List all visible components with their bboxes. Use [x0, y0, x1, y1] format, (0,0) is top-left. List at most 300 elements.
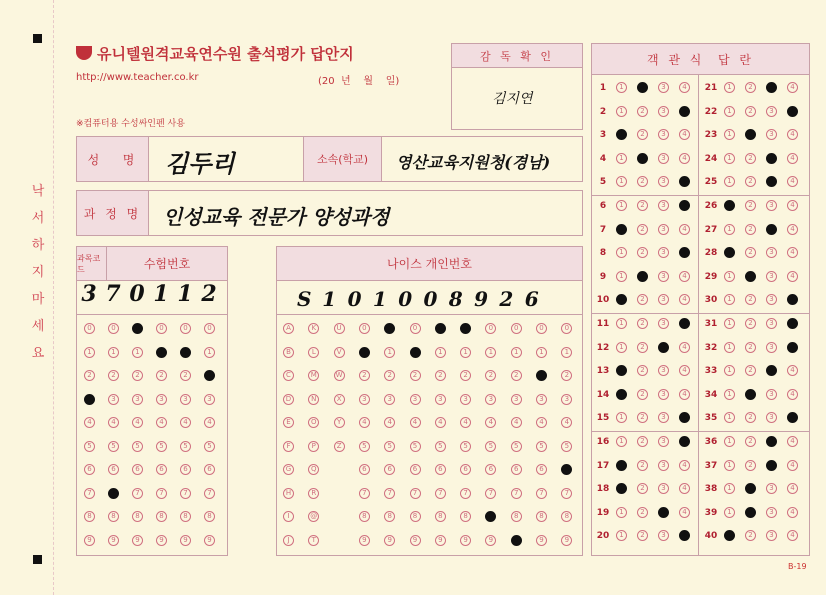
answer-bubble[interactable]: 3	[658, 224, 669, 235]
answer-bubble[interactable]: 3	[658, 82, 669, 93]
answer-bubble[interactable]: 9	[561, 535, 572, 546]
answer-bubble[interactable]: E	[283, 417, 294, 428]
answer-bubble[interactable]: 1	[724, 106, 735, 117]
answer-bubble[interactable]: 4	[511, 417, 522, 428]
answer-bubble[interactable]: 4	[787, 271, 798, 282]
answer-bubble[interactable]: 2	[745, 82, 756, 93]
answer-bubble[interactable]: 3	[658, 507, 669, 518]
answer-bubble[interactable]: 4	[679, 271, 690, 282]
answer-bubble[interactable]: 3	[658, 483, 669, 494]
answer-bubble[interactable]: 4	[108, 417, 119, 428]
answer-bubble[interactable]: 2	[745, 129, 756, 140]
answer-bubble[interactable]: 2	[410, 370, 421, 381]
answer-bubble[interactable]: 3	[84, 394, 95, 405]
answer-bubble[interactable]: 3	[658, 412, 669, 423]
answer-bubble[interactable]: 3	[658, 389, 669, 400]
answer-bubble[interactable]: 9	[536, 535, 547, 546]
answer-bubble[interactable]: 3	[766, 224, 777, 235]
answer-bubble[interactable]: 2	[637, 129, 648, 140]
answer-bubble[interactable]: 2	[108, 370, 119, 381]
answer-bubble[interactable]: 4	[787, 106, 798, 117]
answer-bubble[interactable]: 6	[485, 464, 496, 475]
answer-bubble[interactable]: 2	[511, 370, 522, 381]
answer-bubble[interactable]: 3	[658, 247, 669, 258]
answer-bubble[interactable]: 8	[435, 511, 446, 522]
answer-bubble[interactable]: 8	[180, 511, 191, 522]
answer-bubble[interactable]: 2	[460, 370, 471, 381]
answer-bubble[interactable]: 4	[679, 483, 690, 494]
answer-bubble[interactable]: 2	[637, 342, 648, 353]
answer-bubble[interactable]: 7	[180, 488, 191, 499]
answer-bubble[interactable]: 3	[511, 394, 522, 405]
answer-bubble[interactable]: Y	[334, 417, 345, 428]
course-value[interactable]: 인성교육 전문가 양성과정	[163, 205, 390, 229]
answer-bubble[interactable]: 2	[745, 176, 756, 187]
answer-bubble[interactable]: 1	[616, 483, 627, 494]
answer-bubble[interactable]: 4	[787, 389, 798, 400]
answer-bubble[interactable]: 0	[359, 323, 370, 334]
answer-bubble[interactable]: 2	[745, 483, 756, 494]
answer-bubble[interactable]: 1	[616, 318, 627, 329]
answer-bubble[interactable]: 1	[616, 224, 627, 235]
answer-bubble[interactable]: 4	[384, 417, 395, 428]
answer-bubble[interactable]: 4	[561, 417, 572, 428]
answer-bubble[interactable]: 0	[180, 323, 191, 334]
answer-bubble[interactable]: R	[308, 488, 319, 499]
answer-bubble[interactable]: 3	[410, 394, 421, 405]
answer-bubble[interactable]: 0	[108, 323, 119, 334]
answer-bubble[interactable]: 4	[787, 318, 798, 329]
answer-bubble[interactable]: 1	[616, 247, 627, 258]
answer-bubble[interactable]: 5	[204, 441, 215, 452]
answer-bubble[interactable]: 3	[766, 200, 777, 211]
answer-bubble[interactable]: 9	[511, 535, 522, 546]
answer-bubble[interactable]: 2	[637, 365, 648, 376]
answer-bubble[interactable]: 4	[679, 342, 690, 353]
answer-bubble[interactable]: 9	[132, 535, 143, 546]
answer-bubble[interactable]: 5	[410, 441, 421, 452]
answer-bubble[interactable]: 3	[766, 271, 777, 282]
answer-bubble[interactable]: 0	[561, 323, 572, 334]
answer-bubble[interactable]: 4	[787, 294, 798, 305]
answer-bubble[interactable]: 8	[460, 511, 471, 522]
answer-bubble[interactable]: 4	[787, 82, 798, 93]
answer-bubble[interactable]: 2	[561, 370, 572, 381]
answer-bubble[interactable]: 5	[536, 441, 547, 452]
answer-bubble[interactable]: 4	[679, 82, 690, 93]
answer-bubble[interactable]: 1	[724, 224, 735, 235]
answer-bubble[interactable]: 2	[745, 318, 756, 329]
answer-bubble[interactable]: 9	[460, 535, 471, 546]
answer-bubble[interactable]: 4	[679, 224, 690, 235]
answer-bubble[interactable]: 2	[637, 224, 648, 235]
answer-bubble[interactable]: N	[308, 394, 319, 405]
answer-bubble[interactable]: 2	[745, 460, 756, 471]
answer-bubble[interactable]: 2	[359, 370, 370, 381]
answer-bubble[interactable]: 8	[359, 511, 370, 522]
answer-bubble[interactable]: 1	[435, 347, 446, 358]
answer-bubble[interactable]: 1	[616, 507, 627, 518]
answer-bubble[interactable]: 7	[561, 488, 572, 499]
answer-bubble[interactable]: 4	[84, 417, 95, 428]
answer-bubble[interactable]: 4	[787, 412, 798, 423]
answer-bubble[interactable]: 4	[156, 417, 167, 428]
answer-bubble[interactable]: 1	[204, 347, 215, 358]
answer-bubble[interactable]: X	[334, 394, 345, 405]
answer-bubble[interactable]: 2	[745, 106, 756, 117]
answer-bubble[interactable]: 5	[132, 441, 143, 452]
answer-bubble[interactable]: Z	[334, 441, 345, 452]
answer-bubble[interactable]: 1	[724, 507, 735, 518]
answer-bubble[interactable]: 1	[511, 347, 522, 358]
answer-bubble[interactable]: 4	[787, 176, 798, 187]
answer-bubble[interactable]: 9	[84, 535, 95, 546]
answer-bubble[interactable]: 1	[616, 412, 627, 423]
answer-bubble[interactable]: 1	[616, 129, 627, 140]
answer-bubble[interactable]: 1	[616, 106, 627, 117]
answer-bubble[interactable]: 3	[658, 342, 669, 353]
answer-bubble[interactable]: 3	[766, 483, 777, 494]
answer-bubble[interactable]: 0	[485, 323, 496, 334]
answer-bubble[interactable]: 2	[384, 370, 395, 381]
answer-bubble[interactable]: 3	[658, 530, 669, 541]
answer-bubble[interactable]: 0	[156, 323, 167, 334]
answer-bubble[interactable]: @	[310, 512, 318, 520]
answer-bubble[interactable]: 3	[156, 394, 167, 405]
answer-bubble[interactable]: 4	[679, 176, 690, 187]
answer-bubble[interactable]: 2	[745, 389, 756, 400]
answer-bubble[interactable]: 7	[359, 488, 370, 499]
answer-bubble[interactable]: 2	[485, 370, 496, 381]
answer-bubble[interactable]: C	[283, 370, 294, 381]
answer-bubble[interactable]: 4	[787, 365, 798, 376]
answer-bubble[interactable]: 2	[637, 412, 648, 423]
answer-bubble[interactable]: 2	[637, 153, 648, 164]
answer-bubble[interactable]: 1	[616, 200, 627, 211]
answer-bubble[interactable]: B	[283, 347, 294, 358]
answer-bubble[interactable]: 2	[637, 507, 648, 518]
answer-bubble[interactable]: 1	[616, 82, 627, 93]
answer-bubble[interactable]: Q	[308, 464, 319, 475]
answer-bubble[interactable]: 2	[637, 483, 648, 494]
answer-bubble[interactable]: V	[334, 347, 345, 358]
answer-bubble[interactable]: I	[283, 511, 294, 522]
answer-bubble[interactable]: 1	[724, 412, 735, 423]
answer-bubble[interactable]: 1	[108, 347, 119, 358]
answer-bubble[interactable]: 8	[108, 511, 119, 522]
answer-bubble[interactable]: 4	[787, 129, 798, 140]
answer-bubble[interactable]: 9	[485, 535, 496, 546]
answer-bubble[interactable]: 5	[511, 441, 522, 452]
answer-bubble[interactable]: 2	[745, 530, 756, 541]
answer-bubble[interactable]: 5	[561, 441, 572, 452]
answer-bubble[interactable]: 3	[658, 176, 669, 187]
answer-bubble[interactable]: 4	[679, 294, 690, 305]
answer-bubble[interactable]: 2	[745, 412, 756, 423]
answer-bubble[interactable]: 8	[156, 511, 167, 522]
answer-bubble[interactable]: 4	[679, 530, 690, 541]
answer-bubble[interactable]: J	[283, 535, 294, 546]
answer-bubble[interactable]: 1	[724, 436, 735, 447]
answer-bubble[interactable]: 2	[435, 370, 446, 381]
answer-bubble[interactable]: 1	[460, 347, 471, 358]
answer-bubble[interactable]: 4	[679, 460, 690, 471]
answer-bubble[interactable]: 4	[679, 507, 690, 518]
answer-bubble[interactable]: P	[308, 441, 319, 452]
answer-bubble[interactable]: 7	[108, 488, 119, 499]
answer-bubble[interactable]: 4	[679, 129, 690, 140]
answer-bubble[interactable]: 4	[410, 417, 421, 428]
answer-bubble[interactable]: 9	[410, 535, 421, 546]
answer-bubble[interactable]: G	[283, 464, 294, 475]
answer-bubble[interactable]: 2	[180, 370, 191, 381]
answer-bubble[interactable]: 9	[435, 535, 446, 546]
answer-bubble[interactable]: 3	[359, 394, 370, 405]
answer-bubble[interactable]: 6	[435, 464, 446, 475]
answer-bubble[interactable]: 3	[766, 294, 777, 305]
answer-bubble[interactable]: 4	[132, 417, 143, 428]
answer-bubble[interactable]: 5	[108, 441, 119, 452]
answer-bubble[interactable]: 1	[616, 436, 627, 447]
answer-bubble[interactable]: 0	[435, 323, 446, 334]
answer-bubble[interactable]: 2	[637, 200, 648, 211]
answer-bubble[interactable]: 3	[658, 365, 669, 376]
answer-bubble[interactable]: 9	[156, 535, 167, 546]
answer-bubble[interactable]: 5	[460, 441, 471, 452]
answer-bubble[interactable]: 3	[658, 436, 669, 447]
answer-bubble[interactable]: 4	[787, 460, 798, 471]
answer-bubble[interactable]: 1	[616, 271, 627, 282]
answer-bubble[interactable]: 2	[745, 507, 756, 518]
answer-bubble[interactable]: 4	[679, 153, 690, 164]
answer-bubble[interactable]: 3	[766, 82, 777, 93]
answer-bubble[interactable]: 3	[766, 460, 777, 471]
answer-bubble[interactable]: 6	[536, 464, 547, 475]
answer-bubble[interactable]: 3	[132, 394, 143, 405]
answer-bubble[interactable]: 4	[460, 417, 471, 428]
answer-bubble[interactable]: 1	[359, 347, 370, 358]
name-value[interactable]: 김두리	[149, 137, 304, 181]
answer-bubble[interactable]: 4	[787, 200, 798, 211]
answer-bubble[interactable]: 2	[637, 294, 648, 305]
answer-bubble[interactable]: A	[283, 323, 294, 334]
answer-bubble[interactable]: 6	[384, 464, 395, 475]
answer-bubble[interactable]: 1	[724, 200, 735, 211]
answer-bubble[interactable]: 7	[435, 488, 446, 499]
answer-bubble[interactable]: 1	[724, 460, 735, 471]
answer-bubble[interactable]: 2	[84, 370, 95, 381]
answer-bubble[interactable]: 1	[485, 347, 496, 358]
answer-bubble[interactable]: 3	[766, 436, 777, 447]
answer-bubble[interactable]: 3	[180, 394, 191, 405]
answer-bubble[interactable]: 7	[156, 488, 167, 499]
answer-bubble[interactable]: 8	[132, 511, 143, 522]
answer-bubble[interactable]: 1	[616, 530, 627, 541]
answer-bubble[interactable]: 8	[485, 511, 496, 522]
answer-bubble[interactable]: 2	[745, 342, 756, 353]
answer-bubble[interactable]: 8	[204, 511, 215, 522]
answer-bubble[interactable]: 4	[435, 417, 446, 428]
answer-bubble[interactable]: 4	[485, 417, 496, 428]
answer-bubble[interactable]: 5	[359, 441, 370, 452]
answer-bubble[interactable]: 1	[724, 153, 735, 164]
answer-bubble[interactable]: 7	[511, 488, 522, 499]
answer-bubble[interactable]: 7	[384, 488, 395, 499]
answer-bubble[interactable]: 3	[658, 318, 669, 329]
answer-bubble[interactable]: 0	[511, 323, 522, 334]
answer-bubble[interactable]: U	[334, 323, 345, 334]
answer-bubble[interactable]: 3	[766, 247, 777, 258]
answer-bubble[interactable]: K	[308, 323, 319, 334]
answer-bubble[interactable]: 3	[384, 394, 395, 405]
answer-bubble[interactable]: 8	[384, 511, 395, 522]
answer-bubble[interactable]: 6	[460, 464, 471, 475]
answer-bubble[interactable]: 3	[204, 394, 215, 405]
answer-bubble[interactable]: H	[283, 488, 294, 499]
answer-bubble[interactable]: 3	[658, 271, 669, 282]
answer-bubble[interactable]: 2	[637, 106, 648, 117]
answer-bubble[interactable]: 9	[359, 535, 370, 546]
answer-bubble[interactable]: 1	[616, 342, 627, 353]
answer-bubble[interactable]: 4	[359, 417, 370, 428]
answer-bubble[interactable]: 2	[204, 370, 215, 381]
answer-bubble[interactable]: 6	[511, 464, 522, 475]
answer-bubble[interactable]: 6	[561, 464, 572, 475]
answer-bubble[interactable]: F	[283, 441, 294, 452]
answer-bubble[interactable]: 3	[460, 394, 471, 405]
answer-bubble[interactable]: 8	[511, 511, 522, 522]
answer-bubble[interactable]: 4	[787, 436, 798, 447]
answer-bubble[interactable]: 1	[536, 347, 547, 358]
answer-bubble[interactable]: L	[308, 347, 319, 358]
answer-bubble[interactable]: 2	[745, 200, 756, 211]
answer-bubble[interactable]: 3	[766, 342, 777, 353]
answer-bubble[interactable]: 3	[485, 394, 496, 405]
answer-bubble[interactable]: 3	[766, 176, 777, 187]
answer-bubble[interactable]: 2	[132, 370, 143, 381]
answer-bubble[interactable]: M	[308, 370, 319, 381]
answer-bubble[interactable]: 5	[485, 441, 496, 452]
answer-bubble[interactable]: 3	[658, 153, 669, 164]
answer-bubble[interactable]: 7	[204, 488, 215, 499]
answer-bubble[interactable]: 2	[637, 247, 648, 258]
answer-bubble[interactable]: 4	[679, 200, 690, 211]
answer-bubble[interactable]: 1	[561, 347, 572, 358]
answer-bubble[interactable]: 3	[766, 530, 777, 541]
answer-bubble[interactable]: 1	[724, 247, 735, 258]
answer-bubble[interactable]: 2	[637, 176, 648, 187]
answer-bubble[interactable]: 7	[410, 488, 421, 499]
answer-bubble[interactable]: 0	[410, 323, 421, 334]
answer-bubble[interactable]: 8	[410, 511, 421, 522]
answer-bubble[interactable]: 4	[787, 507, 798, 518]
answer-bubble[interactable]: 1	[180, 347, 191, 358]
answer-bubble[interactable]: 3	[658, 200, 669, 211]
answer-bubble[interactable]: 6	[84, 464, 95, 475]
answer-bubble[interactable]: 3	[766, 129, 777, 140]
answer-bubble[interactable]: 4	[679, 412, 690, 423]
answer-bubble[interactable]: 5	[435, 441, 446, 452]
answer-bubble[interactable]: 1	[616, 389, 627, 400]
answer-bubble[interactable]: 4	[787, 247, 798, 258]
answer-bubble[interactable]: 0	[460, 323, 471, 334]
answer-bubble[interactable]: 4	[787, 342, 798, 353]
answer-bubble[interactable]: 1	[724, 389, 735, 400]
answer-bubble[interactable]: 1	[724, 294, 735, 305]
answer-bubble[interactable]: 4	[536, 417, 547, 428]
answer-bubble[interactable]: 3	[766, 153, 777, 164]
answer-bubble[interactable]: T	[308, 535, 319, 546]
affiliation-value[interactable]: 영산교육지원청(경남)	[396, 153, 551, 172]
answer-bubble[interactable]: 7	[485, 488, 496, 499]
answer-bubble[interactable]: 3	[766, 318, 777, 329]
answer-bubble[interactable]: 1	[616, 176, 627, 187]
answer-bubble[interactable]: 4	[679, 106, 690, 117]
answer-bubble[interactable]: 6	[359, 464, 370, 475]
answer-bubble[interactable]: 0	[204, 323, 215, 334]
answer-bubble[interactable]: 2	[745, 247, 756, 258]
answer-bubble[interactable]: 1	[410, 347, 421, 358]
answer-bubble[interactable]: 2	[156, 370, 167, 381]
answer-bubble[interactable]: 1	[84, 347, 95, 358]
answer-bubble[interactable]: 6	[132, 464, 143, 475]
answer-bubble[interactable]: O	[308, 417, 319, 428]
answer-bubble[interactable]: 2	[637, 530, 648, 541]
answer-bubble[interactable]: 8	[536, 511, 547, 522]
answer-bubble[interactable]: 7	[460, 488, 471, 499]
answer-bubble[interactable]: 4	[787, 153, 798, 164]
answer-bubble[interactable]: 2	[637, 436, 648, 447]
answer-bubble[interactable]: 3	[561, 394, 572, 405]
answer-bubble[interactable]: 0	[536, 323, 547, 334]
answer-bubble[interactable]: 1	[724, 530, 735, 541]
answer-bubble[interactable]: 4	[180, 417, 191, 428]
answer-bubble[interactable]: 3	[766, 106, 777, 117]
answer-bubble[interactable]: 1	[132, 347, 143, 358]
answer-bubble[interactable]: 2	[536, 370, 547, 381]
answer-bubble[interactable]: 2	[637, 389, 648, 400]
answer-bubble[interactable]: 4	[679, 436, 690, 447]
answer-bubble[interactable]: 2	[637, 82, 648, 93]
answer-bubble[interactable]: 2	[637, 271, 648, 282]
answer-bubble[interactable]: 6	[204, 464, 215, 475]
answer-bubble[interactable]: 2	[745, 436, 756, 447]
answer-bubble[interactable]: 0	[132, 323, 143, 334]
answer-bubble[interactable]: 4	[787, 530, 798, 541]
answer-bubble[interactable]: 3	[658, 106, 669, 117]
answer-bubble[interactable]: 8	[84, 511, 95, 522]
answer-bubble[interactable]: 5	[180, 441, 191, 452]
answer-bubble[interactable]: 1	[616, 365, 627, 376]
answer-bubble[interactable]: 1	[616, 294, 627, 305]
answer-bubble[interactable]: 1	[724, 483, 735, 494]
answer-bubble[interactable]: 1	[724, 129, 735, 140]
answer-bubble[interactable]: 7	[536, 488, 547, 499]
answer-bubble[interactable]: 5	[384, 441, 395, 452]
answer-bubble[interactable]: 1	[724, 365, 735, 376]
answer-bubble[interactable]: 9	[384, 535, 395, 546]
answer-bubble[interactable]: 4	[679, 389, 690, 400]
answer-bubble[interactable]: W	[334, 370, 345, 381]
answer-bubble[interactable]: 2	[745, 294, 756, 305]
answer-bubble[interactable]: 4	[679, 318, 690, 329]
answer-bubble[interactable]: 1	[724, 176, 735, 187]
answer-bubble[interactable]: 2	[637, 318, 648, 329]
answer-bubble[interactable]: 4	[787, 483, 798, 494]
answer-bubble[interactable]: 1	[724, 318, 735, 329]
answer-bubble[interactable]: 3	[658, 294, 669, 305]
answer-bubble[interactable]: 6	[410, 464, 421, 475]
